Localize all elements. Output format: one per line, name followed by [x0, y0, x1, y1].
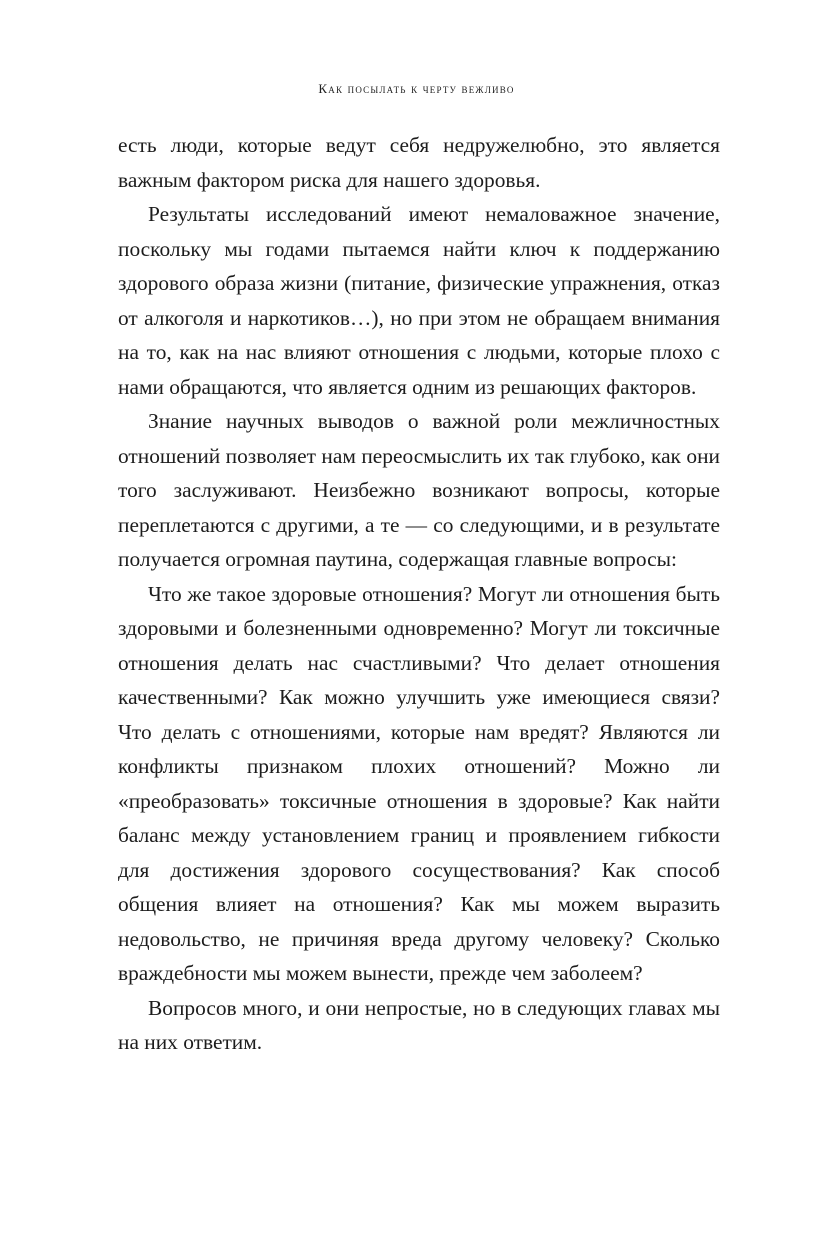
- paragraph-continuation: есть люди, которые ведут себя недружелюбно, это является важным фактором риска для нашего здоровья.: [118, 133, 720, 192]
- body-text: [118, 128, 720, 1060]
- running-header: Как посылать к черту вежливо: [318, 81, 515, 96]
- paragraph-scientific-findings: Знание научных выводов о важной роли межличностных отношений позволяет нам переосмыслить их так глубоко, как они того заслуживают. Неизбежно возникают вопросы, которые переплетаются с другими, а те — со следующими, и в результате получается огромная паутина, содержащая главные вопросы:: [118, 409, 720, 571]
- paragraph-research-results: Результаты исследований имеют немаловажное значение, поскольку мы годами пытаемся найти ключ к поддержанию здорового образа жизни (питание, физические упражнения, отказ от алкоголя и наркотиков…), но при этом не обращаем внимания на то, как на нас влияют отношения с людьми, которые плохо с нами обращаются, что является одним из решающих факторов.: [118, 202, 720, 399]
- paragraph-closing: Вопросов много, и они непростые, но в следующих главах мы на них ответим.: [118, 995, 720, 1054]
- paragraph-questions-list: Что же такое здоровые отношения? Могут ли отношения быть здоровыми и болезненными одновременно? Могут ли токсичные отношения делать нас счастливыми? Что делает отношения качественными? Как можно улучшить уже имеющиеся связи? Что делать с отношениями, которые нам вредят? Являются ли конфликты признаком плохих отношений? Можно ли «преобразовать» токсичные отношения в здоровые? Как найти баланс между установлением границ и проявлением гибкости для достижения здорового сосуществования? Как способ общения влияет на отношения? Как мы можем выразить недовольство, не причиняя вреда другому человеку? Сколько враждебности мы можем вынести, прежде чем заболеем?: [118, 581, 720, 985]
